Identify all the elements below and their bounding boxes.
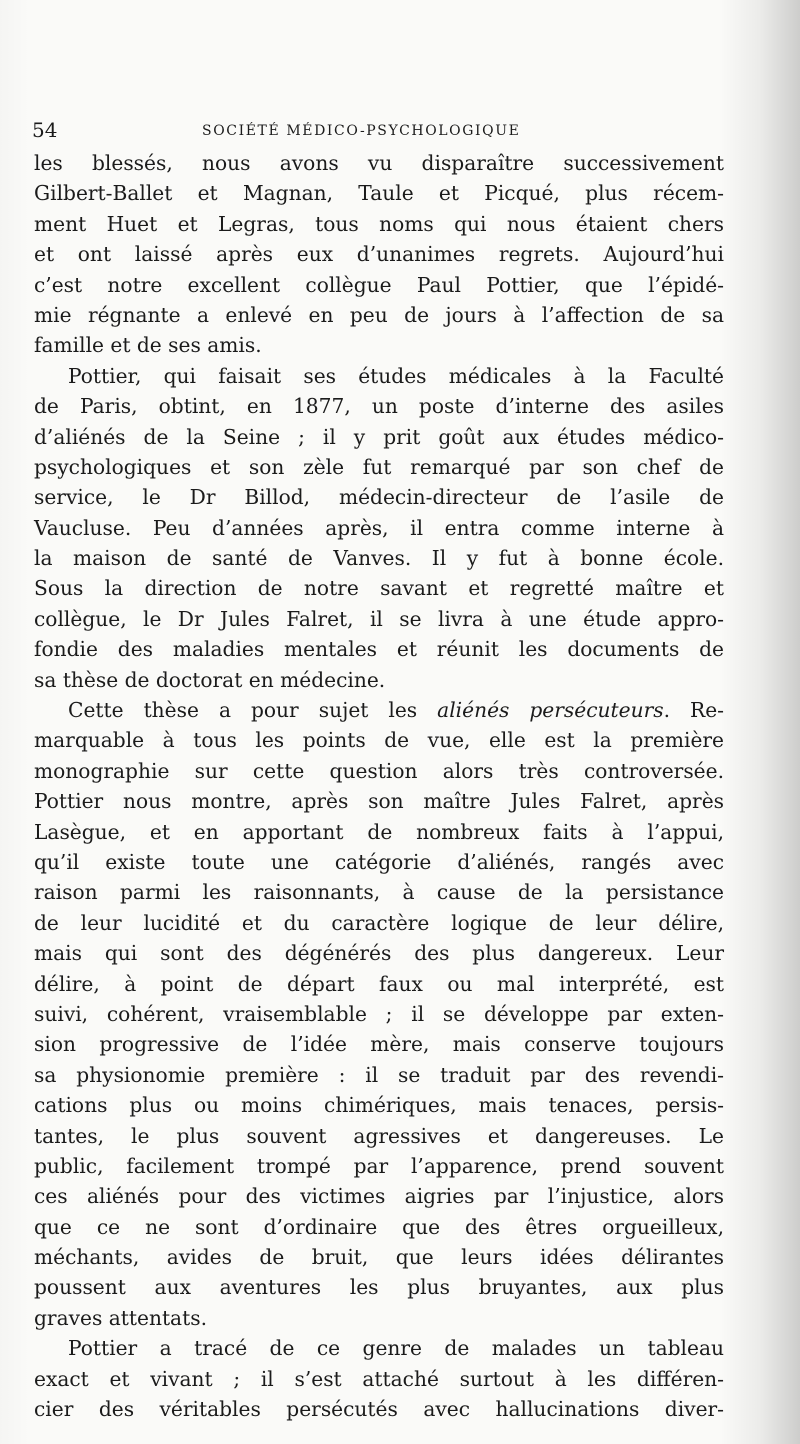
- text-line: ment Huet et Legras, tous noms qui nous étaient chers: [34, 211, 724, 236]
- text-line: de leur lucidité et du caractère logique de leur délire,: [34, 910, 724, 935]
- text-line: public, facilement trompé par l’apparence, prend souvent: [34, 1153, 724, 1178]
- text-line: de Paris, obtint, en 1877, un poste d’interne des asiles: [34, 394, 724, 419]
- text-line: psychologiques et son zèle fut remarqué par son chef de: [34, 454, 724, 479]
- text-line: Pottier, qui faisait ses études médicales à la Faculté: [68, 363, 724, 388]
- text-line: qu’il existe toute une catégorie d’aliénés, rangés avec: [34, 849, 724, 874]
- text-line: marquable à tous les points de vue, elle est la première: [34, 728, 724, 753]
- text-line: cations plus ou moins chimériques, mais tenaces, persis-: [34, 1093, 724, 1118]
- text-line: ces aliénés pour des victimes aigries par l’injustice, alors: [34, 1184, 724, 1209]
- text-line: d’aliénés de la Seine ; il y prit goût aux études médico-: [34, 424, 724, 449]
- page-number: 54: [32, 118, 58, 142]
- text-line: méchants, avides de bruit, que leurs idées délirantes: [34, 1245, 724, 1270]
- text-line: Pottier a tracé de ce genre de malades un tableau: [68, 1336, 724, 1361]
- italic-title: aliénés persécuteurs: [437, 698, 664, 723]
- text-line: c’est notre excellent collègue Paul Pottier, que l’épidé-: [34, 272, 724, 297]
- text-line: Vaucluse. Peu d’années après, il entra comme interne à: [34, 515, 724, 540]
- text-fragment: . Re-: [663, 698, 724, 723]
- body-text: [34, 148, 724, 1424]
- text-line: Gilbert-Ballet et Magnan, Taule et Picqué, plus récem-: [34, 181, 724, 206]
- text-line: exact et vivant ; il s’est attaché surtout à les différen-: [34, 1366, 724, 1391]
- text-line: Lasègue, et en apportant de nombreux faits à l’appui,: [34, 819, 724, 844]
- text-line: délire, à point de départ faux ou mal interprété, est: [34, 971, 724, 996]
- text-line: sa physionomie première : il se traduit par des revendi-: [34, 1062, 724, 1087]
- text-line: raison parmi les raisonnants, à cause de la persistance: [34, 880, 724, 905]
- text-line: famille et de ses amis.: [34, 333, 262, 358]
- page-header: [32, 118, 732, 142]
- text-line: cier des véritables persécutés avec hallucinations diver-: [34, 1397, 724, 1422]
- text-line: fondie des maladies mentales et réunit les documents de: [34, 637, 724, 662]
- text-fragment: Cette thèse a pour sujet les: [68, 698, 438, 723]
- text-line: graves attentats.: [34, 1305, 207, 1330]
- text-line: les blessés, nous avons vu disparaître successivement: [34, 151, 724, 175]
- text-line: Sous la direction de notre savant et regretté maître et: [34, 576, 724, 601]
- text-line: suivi, cohérent, vraisemblable ; il se développe par exten-: [34, 1001, 724, 1026]
- text-line: sa thèse de doctorat en médecine.: [34, 667, 386, 692]
- text-line: poussent aux aventures les plus bruyantes, aux plus: [34, 1275, 724, 1300]
- text-line: sion progressive de l’idée mère, mais conserve toujours: [34, 1032, 724, 1057]
- text-line: collègue, le Dr Jules Falret, il se livra à une étude appro-: [34, 606, 724, 631]
- text-line: monographie sur cette question alors très controversée.: [34, 758, 724, 783]
- text-line: que ce ne sont d’ordinaire que des êtres orgueilleux,: [34, 1214, 724, 1239]
- text-line: Pottier nous montre, après son maître Jules Falret, après: [34, 789, 724, 814]
- text-line: mie régnante a enlevé en peu de jours à l’affection de sa: [34, 302, 724, 327]
- text-line: mais qui sont des dégénérés des plus dangereux. Leur: [34, 941, 724, 966]
- text-line: et ont laissé après eux d’unanimes regrets. Aujourd’hui: [34, 242, 724, 267]
- running-head: SOCIÉTÉ MÉDICO-PSYCHOLOGIQUE: [202, 123, 521, 139]
- text-line: service, le Dr Billod, médecin-directeur de l’asile de: [34, 485, 724, 510]
- text-line: la maison de santé de Vanves. Il y fut à bonne école.: [34, 546, 724, 571]
- text-line: tantes, le plus souvent agressives et dangereuses. Le: [34, 1123, 724, 1148]
- text-line-with-italic: [34, 695, 724, 725]
